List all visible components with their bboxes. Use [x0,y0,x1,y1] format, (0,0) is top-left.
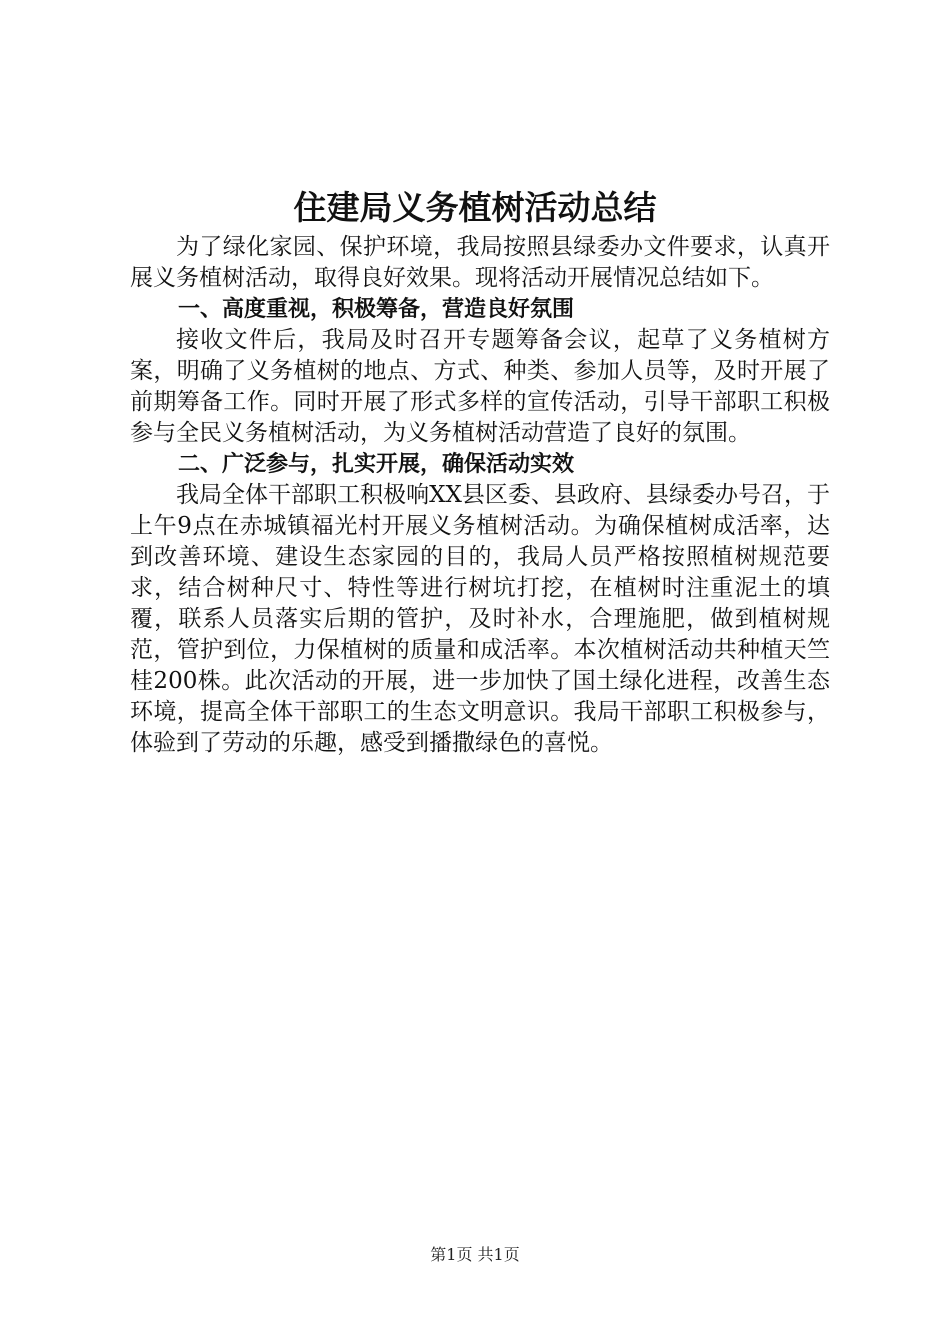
section-paragraph-2: 我局全体干部职工积极响XX县区委、县政府、县绿委办号召，于上午9点在赤城镇福光村开展义务植树活动。为确保植树成活率，达到改善环境、建设生态家园的目的，我局人员严格按照植树规范要求，结合树种尺寸、特性等进行树坑打挖，在植树时注重泥土的填覆，联系人员落实后期的管护，及时补水，合理施肥，做到植树规范，管护到位，力保植树的质量和成活率。本次植树活动共种植天竺桂200株。此次活动的开展，进一步加快了国土绿化进程，改善生态环境，提高全体干部职工的生态文明意识。我局干部职工积极参与，体验到了劳动的乐趣，感受到播撒绿色的喜悦。 [130,482,830,756]
document-body [130,232,830,759]
page-footer: 第1页 共1页 [430,1245,520,1264]
section-heading-1: 一、高度重视，积极筹备，营造良好氛围 [178,297,575,322]
section-paragraph-1: 接收文件后，我局及时召开专题筹备会议，起草了义务植树方案，明确了义务植树的地点、方式、种类、参加人员等，及时开展了前期筹备工作。同时开展了形式多样的宣传活动，引导干部职工积极参与全民义务植树活动，为义务植树活动营造了良好的氛围。 [130,327,830,446]
document-title: 住建局义务植树活动总结 [293,188,657,227]
section-heading-2: 二、广泛参与，扎实开展，确保活动实效 [178,452,575,477]
intro-paragraph: 为了绿化家园、保护环境，我局按照县绿委办文件要求，认真开展义务植树活动，取得良好效果。现将活动开展情况总结如下。 [130,234,830,291]
